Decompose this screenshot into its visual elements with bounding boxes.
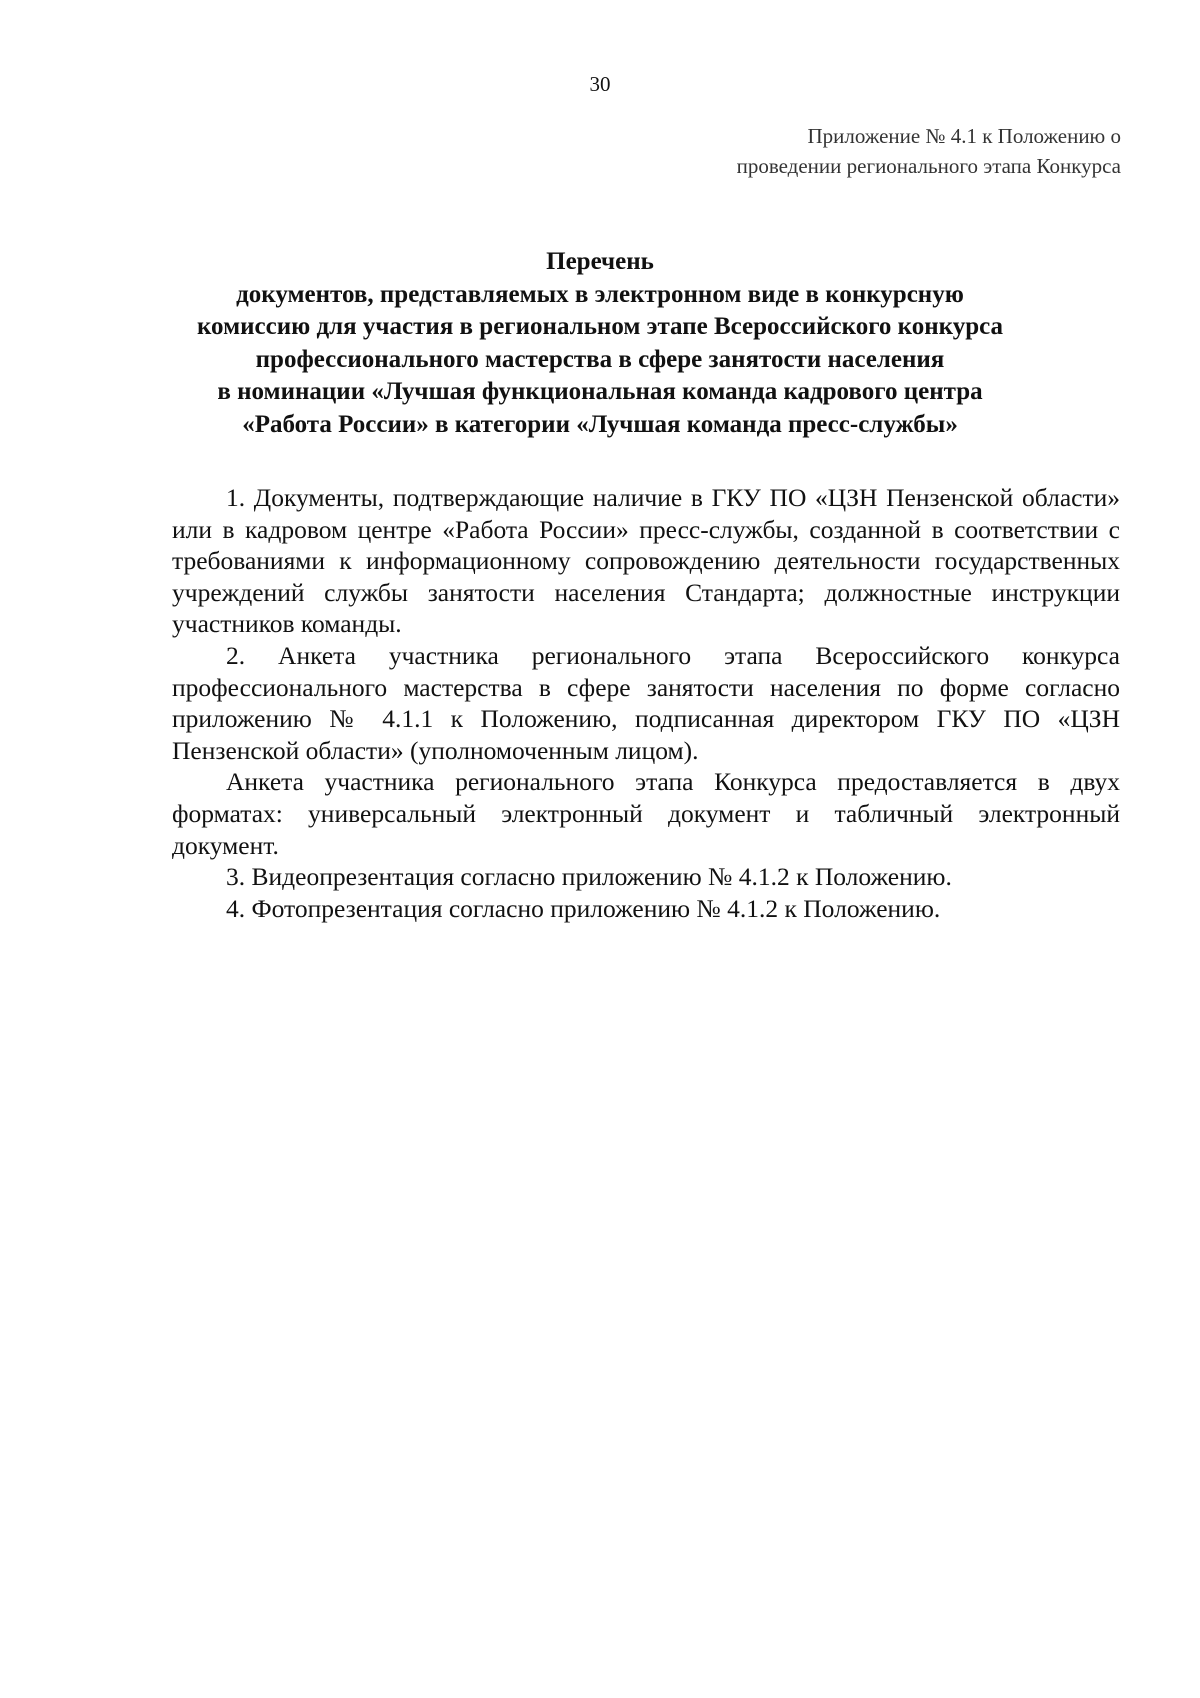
paragraph-item-4: 4. Фотопрезентация согласно приложению № 4.1.2 к Положению. — [226, 893, 941, 923]
appendix-line: Приложение № 4.1 к Положению о — [807, 124, 1121, 148]
title-line: документов, представляемых в электронном виде в конкурсную — [236, 280, 964, 308]
title-line: Перечень — [546, 248, 654, 275]
paragraph-item-2: 2. Анкета участника регионального этапа Всероссийского конкурса профессионального мастерства в сфере занятости населения по форме согласно приложению № 4.1.1 к Положению, подписанная директором ГКУ ПО «ЦЗН Пензенской области» (уполномоченным лицом). — [172, 640, 1120, 765]
paragraph-item-3: 3. Видеопрезентация согласно приложению № 4.1.2 к Положению. — [226, 862, 952, 892]
document-body — [172, 482, 1120, 924]
appendix-reference — [737, 121, 1121, 181]
title-line: в номинации «Лучшая функциональная команда кадрового центра — [217, 378, 983, 405]
document-title — [0, 246, 1200, 441]
title-line: «Работа России» в категории «Лучшая команда пресс-службы» — [242, 410, 958, 438]
title-line: комиссию для участия в региональном этапе Всероссийского конкурса — [196, 313, 1004, 340]
page-number: 30 — [589, 72, 611, 96]
paragraph-item-1: 1. Документы, подтверждающие наличие в ГКУ ПО «ЦЗН Пензенской области» или в кадровом центре «Работа России» пресс-службы, созданной в соответствии с требованиями к информационному сопровождению деятельности государственных учреждений службы занятости населения Стандарта; должностные инструкции участников команды. — [172, 483, 1120, 639]
paragraph-note: Анкета участника регионального этапа Конкурса предоставляется в двух форматах: универсальный электронный документ и табличный электронный документ. — [172, 767, 1120, 860]
appendix-line: проведении регионального этапа Конкурса — [736, 154, 1121, 178]
title-line: профессионального мастерства в сфере занятости населения — [255, 345, 945, 373]
